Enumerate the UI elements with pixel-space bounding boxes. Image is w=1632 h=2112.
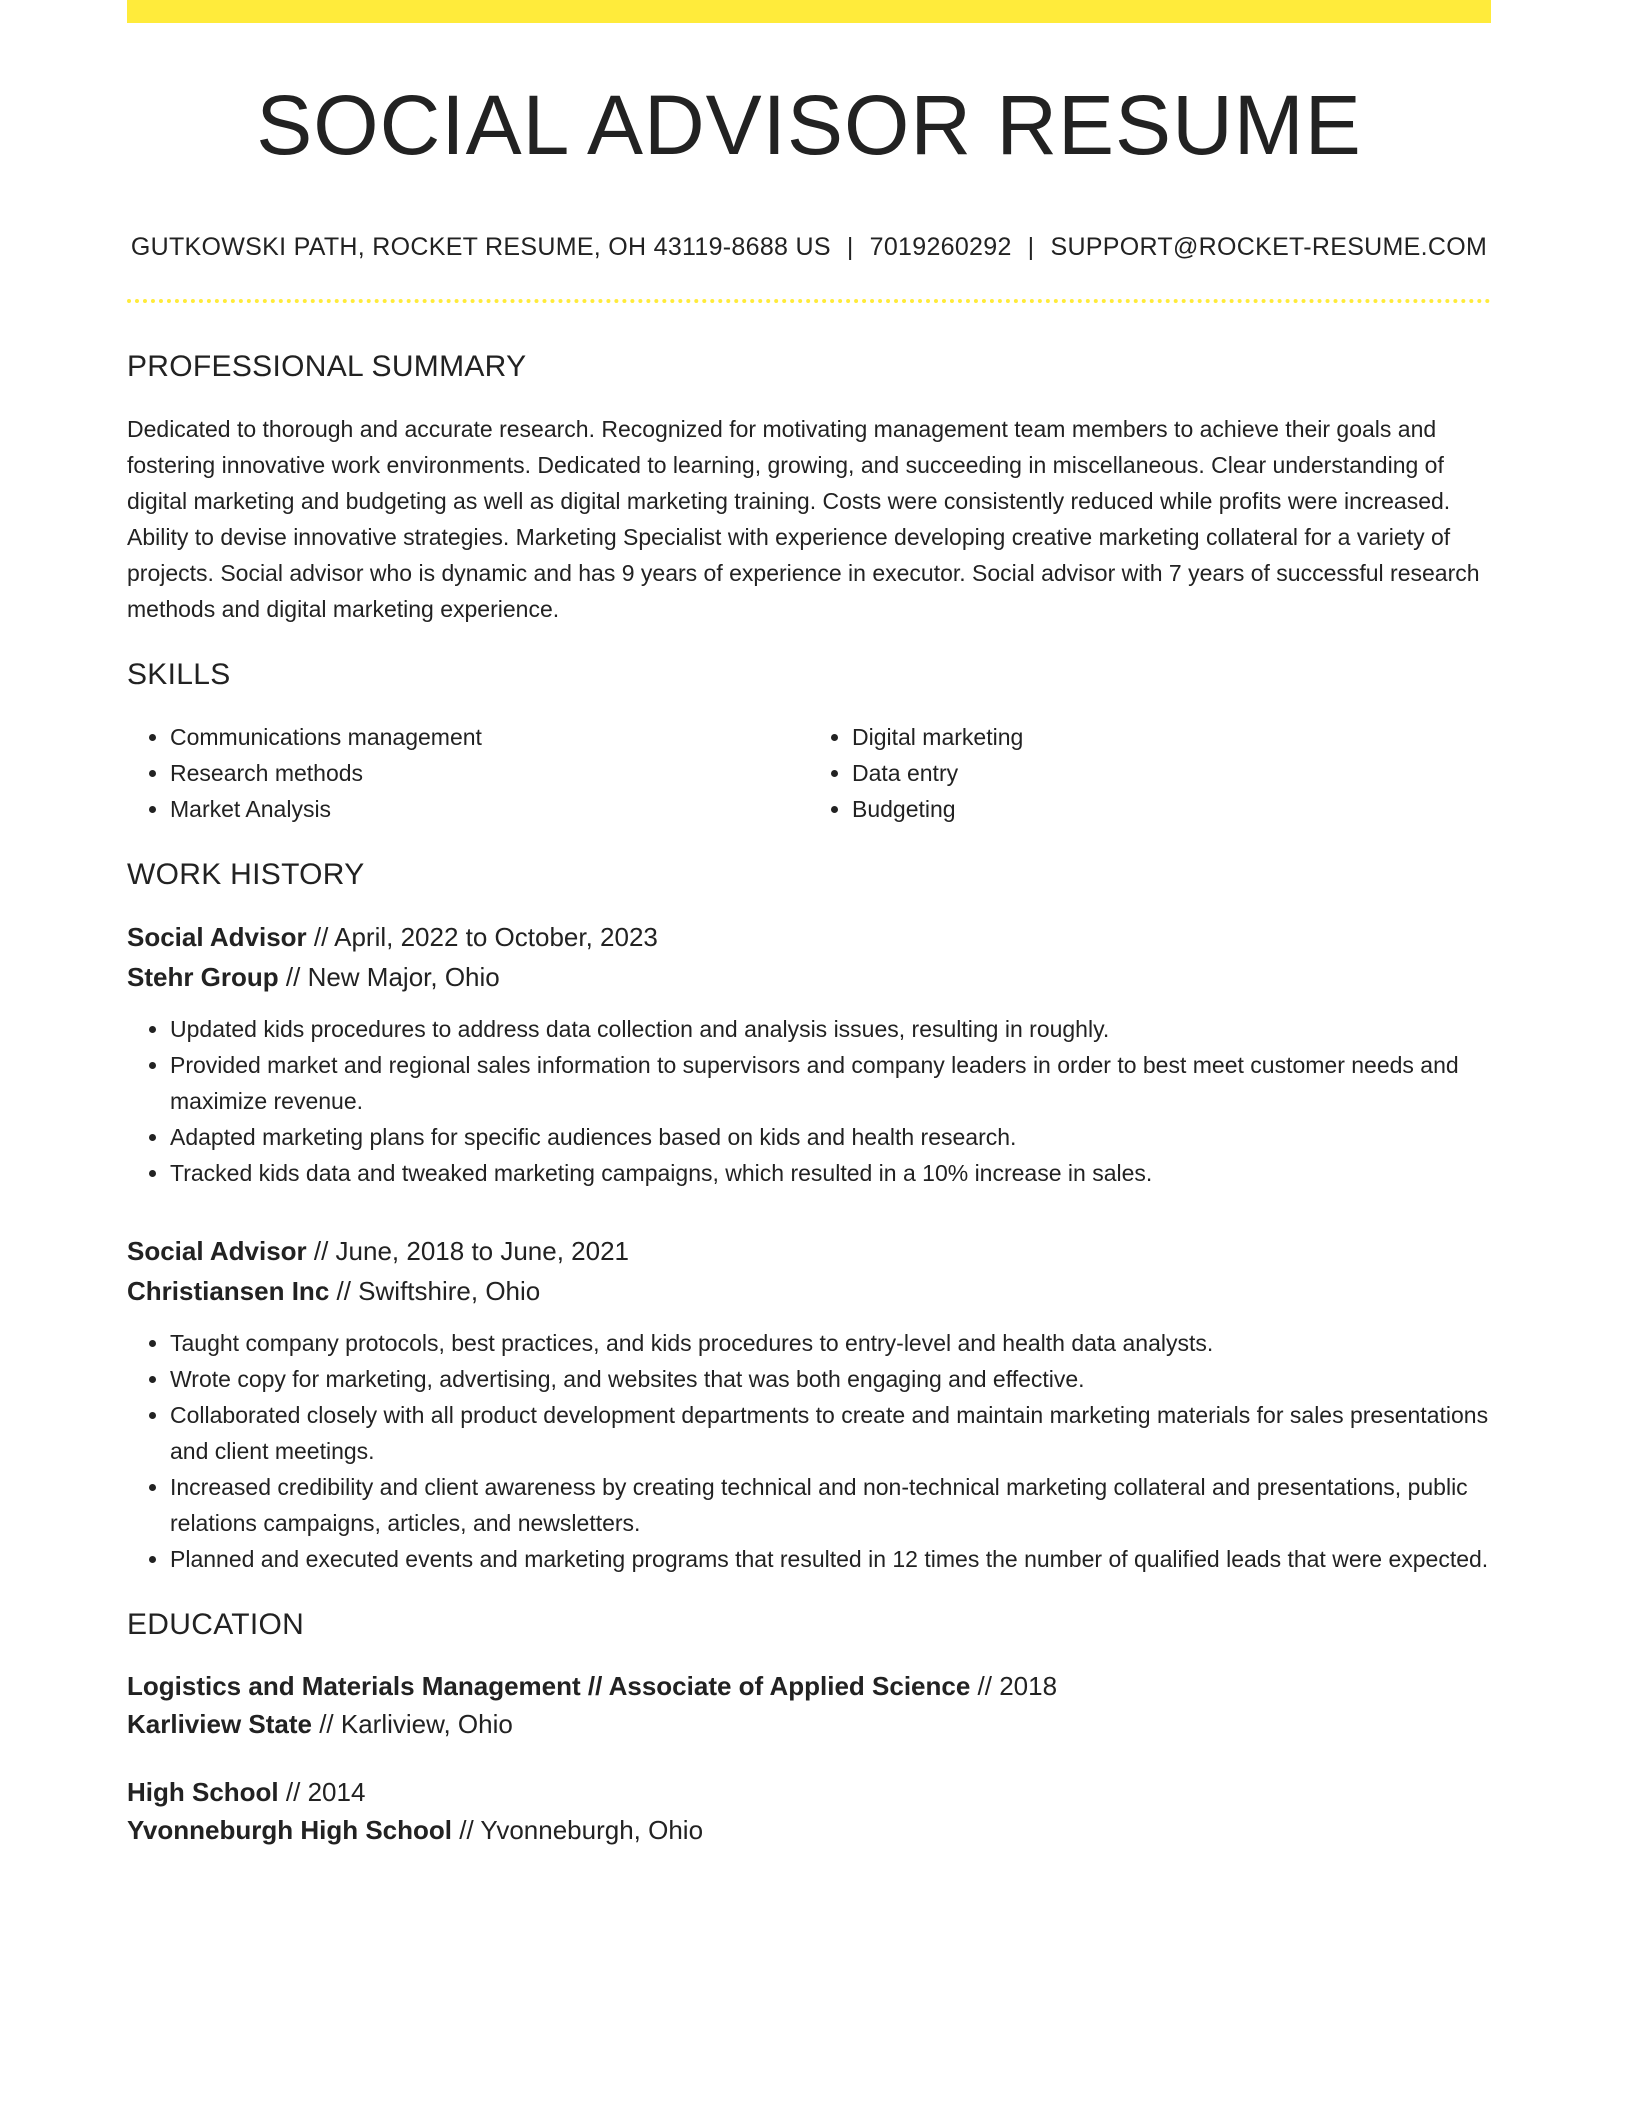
contact-phone: 7019260292: [869, 233, 1012, 261]
education-entry: [127, 1773, 1491, 1849]
contact-address: GUTKOWSKI PATH, ROCKET RESUME, OH 43119-8688 US: [130, 233, 831, 261]
contact-separator: |: [846, 233, 854, 261]
job-bullet: • Planned and executed events and marketing programs that resulted in 12 times the number of qualified leads that were expected.: [170, 1541, 1491, 1577]
job-bullet: • Adapted marketing plans for specific audiences based on kids and health research.: [170, 1119, 1491, 1155]
education-degree-line: [127, 1773, 1491, 1811]
job-entry: [127, 917, 1491, 1191]
resume-title: SOCIAL ADVISOR RESUME: [256, 78, 1362, 172]
job-bullet: • Increased credibility and client awareness by creating technical and non-technical marketing collateral and presentations, public relations campaigns, articles, and newsletters.: [170, 1469, 1491, 1541]
education-location: // Yvonneburgh, Ohio: [452, 1815, 704, 1845]
job-title: Social Advisor: [127, 1236, 307, 1266]
work-history-section: [127, 857, 1491, 1577]
job-bullets: [127, 1011, 1491, 1191]
job-company: Christiansen Inc: [127, 1276, 330, 1306]
education-school-line: [127, 1811, 1491, 1849]
education-location: // Karliview, Ohio: [311, 1709, 513, 1739]
skill-item: • Market Analysis: [170, 791, 809, 827]
education-entry: [127, 1667, 1491, 1743]
job-bullet: • Provided market and regional sales information to supervisors and company leaders in order to best meet customer needs and maximize revenue.: [170, 1047, 1491, 1119]
job-dates: // April, 2022 to October, 2023: [306, 922, 658, 952]
education-degree-line: [127, 1667, 1491, 1705]
job-location: // New Major, Ohio: [278, 962, 500, 992]
education-school: Karliview State: [127, 1709, 312, 1739]
summary-text: Dedicated to thorough and accurate research. Recognized for motivating management team members to achieve their goals and fostering innovative work environments. Dedicated to learning, growing, and succeeding in miscellaneous. Clear understanding of digital marketing and budgeting as well as digital marketing training. Costs were consistently reduced while profits were increased. Ability to devise innovative strategies. Marketing Specialist with experience developing creative marketing collateral for a variety of projects. Social advisor who is dynamic and has 9 years of experience in executor. Social advisor with 7 years of successful research methods and digital marketing experience.: [127, 416, 1480, 622]
skill-item: • Digital marketing: [852, 719, 1491, 755]
skills-right-list: [809, 719, 1491, 827]
skills-columns: [127, 719, 1491, 827]
job-title-line: [127, 917, 1491, 957]
summary-heading: PROFESSIONAL SUMMARY: [127, 350, 527, 383]
contact-email[interactable]: SUPPORT@ROCKET-RESUME.COM: [1050, 233, 1488, 261]
skill-item: • Communications management: [170, 719, 809, 755]
education-section: [127, 1607, 1491, 1849]
summary-section: [127, 349, 1491, 627]
skill-item: • Research methods: [170, 755, 809, 791]
education-year: // 2018: [970, 1671, 1058, 1701]
education-degree: Logistics and Materials Management // Associate of Applied Science: [127, 1671, 971, 1701]
job-company-line: [127, 957, 1491, 997]
job-bullet: • Collaborated closely with all product development departments to create and maintain marketing materials for sales presentations and client meetings.: [170, 1397, 1491, 1469]
job-company: Stehr Group: [127, 962, 279, 992]
education-school: Yvonneburgh High School: [127, 1815, 452, 1845]
education-heading: EDUCATION: [127, 1608, 305, 1641]
dotted-divider: [127, 299, 1491, 303]
education-degree: High School: [127, 1777, 279, 1807]
resume-page: [127, 0, 1491, 1849]
job-bullet: • Tracked kids data and tweaked marketing campaigns, which resulted in a 10% increase in sales.: [170, 1155, 1491, 1191]
job-bullet: • Updated kids procedures to address data collection and analysis issues, resulting in roughly.: [170, 1011, 1491, 1047]
job-location: // Swiftshire, Ohio: [329, 1276, 541, 1306]
work-history-heading: WORK HISTORY: [127, 858, 365, 891]
job-title: Social Advisor: [127, 922, 307, 952]
skill-item: • Data entry: [852, 755, 1491, 791]
job-dates: // June, 2018 to June, 2021: [306, 1236, 630, 1266]
skills-left-list: [127, 719, 809, 827]
skills-heading: SKILLS: [127, 658, 231, 691]
job-bullet: • Taught company protocols, best practices, and kids procedures to entry-level and health data analysts.: [170, 1325, 1491, 1361]
skills-section: [127, 657, 1491, 827]
job-bullets: [127, 1325, 1491, 1577]
job-bullet: • Wrote copy for marketing, advertising, and websites that was both engaging and effective.: [170, 1361, 1491, 1397]
contact-separator: |: [1027, 233, 1035, 261]
education-school-line: [127, 1705, 1491, 1743]
top-accent-bar: [127, 0, 1491, 23]
skill-item: • Budgeting: [852, 791, 1491, 827]
job-company-line: [127, 1271, 1491, 1311]
job-entry: [127, 1231, 1491, 1577]
job-title-line: [127, 1231, 1491, 1271]
contact-line: [127, 232, 1491, 262]
education-year: // 2014: [278, 1777, 366, 1807]
